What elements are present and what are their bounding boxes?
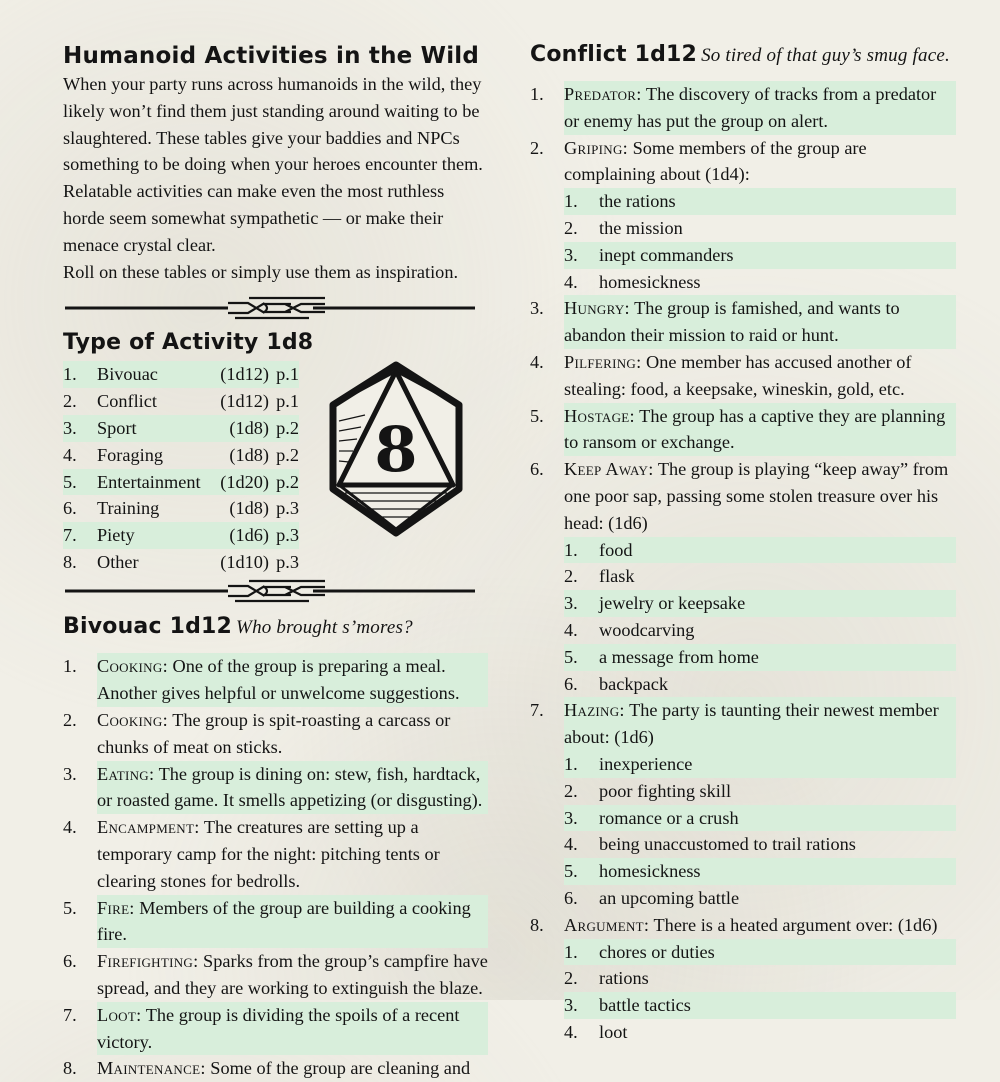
sub-row-body <box>564 992 956 1019</box>
sub-list-item <box>530 965 956 992</box>
entry-text: Members of the group are building a cooking fire. <box>97 897 471 945</box>
die-roll: (1d12) <box>220 364 269 385</box>
list-item <box>530 912 956 939</box>
row-number: 5. <box>530 405 544 426</box>
activity-name: Training <box>97 498 160 519</box>
sub-row-text: backpack <box>599 673 669 694</box>
entry-keyword: Hazing: <box>564 700 625 721</box>
sub-row-body <box>564 831 956 858</box>
sub-list-item <box>530 831 956 858</box>
list-item <box>530 295 956 349</box>
sub-row-number: 2. <box>564 217 578 238</box>
list-item <box>530 456 956 536</box>
activity-row <box>63 495 299 522</box>
page-ref: p.1 <box>276 391 299 412</box>
indent-spacer <box>530 617 564 644</box>
sub-row-number: 6. <box>564 887 578 908</box>
row-body <box>97 814 488 894</box>
sub-row-number: 3. <box>564 995 578 1016</box>
indent-spacer <box>530 858 564 885</box>
entry-text: Some members of the group are complaining about (1d4): <box>564 137 867 185</box>
page-ref: p.3 <box>276 525 299 546</box>
activity-row <box>63 442 299 469</box>
row-body <box>564 912 956 939</box>
sub-row-body <box>564 858 956 885</box>
entry-text: One of the group is preparing a meal. Another gives helpful or unwelcome suggestions. <box>97 656 460 704</box>
indent-spacer <box>530 644 564 671</box>
row-number: 7. <box>63 1004 77 1025</box>
sub-row-number: 3. <box>564 807 578 828</box>
indent-spacer <box>530 885 564 912</box>
die-roll: (1d12) <box>220 391 269 412</box>
sub-row-text: the rations <box>599 191 676 212</box>
ornamental-divider <box>63 292 488 322</box>
page-ref: p.3 <box>276 551 299 572</box>
sub-row-body <box>564 805 956 832</box>
indent-spacer <box>530 269 564 296</box>
row-number: 8. <box>63 1058 77 1079</box>
sub-row-text: woodcarving <box>599 619 695 640</box>
intro-text <box>63 71 488 285</box>
list-item <box>530 403 956 457</box>
activity-row <box>63 388 299 415</box>
left-column <box>63 0 488 1082</box>
entry-keyword: Cooking: <box>97 656 168 677</box>
sub-row-text: rations <box>599 968 649 989</box>
sub-row-body <box>564 242 956 269</box>
row-body <box>564 295 956 349</box>
sub-list-item <box>530 1019 956 1046</box>
die-roll: (1d8) <box>229 498 269 519</box>
sub-list-item <box>530 778 956 805</box>
sub-row-text: food <box>599 539 633 560</box>
row-number: 1. <box>63 364 77 385</box>
sub-row-number: 4. <box>564 1021 578 1042</box>
activity-table-title: Type of Activity 1d8 <box>63 330 314 356</box>
list-item <box>63 761 488 815</box>
row-body <box>564 697 956 751</box>
intro-paragraph: When your party runs across humanoids in the wild, they likely won’t find them just standing around waiting to be slaughtered. These tables give your baddies and NPCs something to be doing when your heroes encounter them. Relatable activities can make even the most ruthless horde seem somewhat sympathetic — or make their menace crystal clear. <box>63 74 483 255</box>
row-body <box>97 1002 488 1056</box>
die-roll: (1d20) <box>220 471 269 492</box>
row-body <box>564 349 956 403</box>
entry-text: The group is famished, and wants to abandon their mission to raid or hunt. <box>564 298 900 346</box>
sub-row-number: 5. <box>564 861 578 882</box>
row-number: 2. <box>530 137 544 158</box>
entry-text: The group is spit-roasting a carcass or chunks of meat on sticks. <box>97 709 451 757</box>
entry-keyword: Pilfering: <box>564 351 642 372</box>
die-roll: (1d10) <box>220 551 269 572</box>
bivouac-table <box>63 653 488 1082</box>
entry-keyword: Predator: <box>564 84 642 104</box>
sub-row-text: chores or duties <box>599 941 715 962</box>
row-body <box>97 895 488 949</box>
sub-row-text: being unaccustomed to trail rations <box>599 834 856 855</box>
die-roll: (1d6) <box>229 525 269 546</box>
indent-spacer <box>530 751 564 778</box>
sub-list-item <box>530 617 956 644</box>
sub-row-body <box>564 537 956 564</box>
entry-keyword: Maintenance: <box>97 1058 206 1079</box>
row-body <box>97 1055 488 1082</box>
entry-text: The group is dividing the spoils of a recent victory. <box>97 1004 460 1052</box>
die-roll: (1d8) <box>229 444 269 465</box>
sub-row-number: 2. <box>564 566 578 587</box>
sub-row-text: flask <box>599 566 635 587</box>
sub-list-item <box>530 939 956 966</box>
activity-name: Foraging <box>97 444 164 465</box>
row-number: 2. <box>63 709 77 730</box>
indent-spacer <box>530 965 564 992</box>
activity-name: Entertainment <box>97 471 201 492</box>
entry-text: Some of the group are cleaning and <box>205 1058 471 1079</box>
sub-list-item <box>530 188 956 215</box>
entry-keyword: Eating: <box>97 763 155 784</box>
sub-list-item <box>530 269 956 296</box>
indent-spacer <box>530 590 564 617</box>
sub-row-number: 1. <box>564 539 578 560</box>
entry-keyword: Fire: <box>97 897 135 918</box>
d8-die-icon <box>325 361 467 537</box>
sub-row-text: battle tactics <box>599 995 691 1016</box>
indent-spacer <box>530 939 564 966</box>
row-number: 5. <box>63 471 77 492</box>
entry-keyword: Hungry: <box>564 298 630 319</box>
sub-list-item <box>530 563 956 590</box>
sub-list-item <box>530 590 956 617</box>
activity-table <box>63 361 299 575</box>
sub-row-body <box>564 590 956 617</box>
list-item <box>63 895 488 949</box>
list-item <box>530 697 956 751</box>
activity-name: Sport <box>97 417 137 438</box>
sub-row-number: 4. <box>564 619 578 640</box>
sub-row-number: 6. <box>564 673 578 694</box>
sub-row-number: 4. <box>564 271 578 292</box>
list-item <box>63 814 488 894</box>
bivouac-subtitle: Who brought s’mores? <box>236 617 413 639</box>
sub-row-number: 3. <box>564 244 578 265</box>
sub-row-body <box>564 644 956 671</box>
list-item <box>63 1055 488 1082</box>
sub-list-item <box>530 537 956 564</box>
entry-text: The group has a captive they are planning to ransom or exchange. <box>564 405 946 453</box>
indent-spacer <box>530 831 564 858</box>
indent-spacer <box>530 1019 564 1046</box>
row-body <box>564 456 956 536</box>
sub-list-item <box>530 215 956 242</box>
activity-row <box>63 522 299 549</box>
entry-text: The group is playing “keep away” from one poor sap, passing some stolen treasure over his head: (1d6) <box>564 459 949 533</box>
sub-row-body <box>564 617 956 644</box>
ornamental-divider <box>63 575 488 605</box>
sub-list-item <box>530 805 956 832</box>
entry-text: Sparks from the group’s campfire have spread, and they are working to extinguish the blaze. <box>97 951 488 998</box>
row-number: 1. <box>63 656 77 677</box>
activity-name: Conflict <box>97 391 157 412</box>
page-ref: p.2 <box>276 471 299 492</box>
page-ref: p.3 <box>276 498 299 519</box>
sub-list-item <box>530 671 956 698</box>
sub-row-text: an upcoming battle <box>599 887 740 908</box>
sub-row-text: poor fighting skill <box>599 780 732 801</box>
sub-list-item <box>530 242 956 269</box>
conflict-subtitle: So tired of that guy’s smug face. <box>701 45 950 66</box>
row-number: 8. <box>530 914 544 935</box>
sub-row-number: 3. <box>564 593 578 614</box>
sub-row-number: 1. <box>564 941 578 962</box>
row-number: 7. <box>530 700 544 721</box>
list-item <box>63 948 488 1002</box>
sub-row-body <box>564 965 956 992</box>
indent-spacer <box>530 242 564 269</box>
sub-row-body <box>564 778 956 805</box>
entry-keyword: Argument: <box>564 914 650 935</box>
right-column <box>530 0 956 1046</box>
sub-row-body <box>564 215 956 242</box>
entry-text: The party is taunting their newest member about: (1d6) <box>564 700 939 748</box>
sub-row-number: 1. <box>564 191 578 212</box>
sub-list-item <box>530 885 956 912</box>
bivouac-title <box>63 612 488 643</box>
sub-row-body <box>564 188 956 215</box>
row-body <box>97 653 488 707</box>
sub-row-text: homesickness <box>599 271 701 292</box>
row-number: 8. <box>63 551 77 572</box>
sub-list-item <box>530 644 956 671</box>
indent-spacer <box>530 992 564 1019</box>
row-number: 5. <box>63 897 77 918</box>
activity-row <box>63 549 299 576</box>
sub-row-text: a message from home <box>599 646 759 667</box>
entry-text: The group is dining on: stew, fish, hardtack, or roasted game. It smells appetizing (or disgusting). <box>97 763 483 811</box>
row-number: 1. <box>530 84 544 104</box>
indent-spacer <box>530 188 564 215</box>
sub-row-text: inept commanders <box>599 244 734 265</box>
entry-text: One member has accused another of stealing: food, a keepsake, wineskin, gold, etc. <box>564 351 912 399</box>
sub-row-number: 1. <box>564 753 578 774</box>
conflict-title-text: Conflict 1d12 <box>530 42 698 67</box>
list-item <box>63 707 488 761</box>
sub-row-body <box>564 671 956 698</box>
activity-name: Other <box>97 551 139 572</box>
row-number: 4. <box>63 817 77 838</box>
page-ref: p.2 <box>276 417 299 438</box>
entry-text: The creatures are setting up a temporary camp for the night: pitching tents or clearing stones for bedrolls. <box>97 817 440 891</box>
row-number: 4. <box>63 444 77 465</box>
sub-row-body <box>564 885 956 912</box>
indent-spacer <box>530 805 564 832</box>
sub-row-body <box>564 939 956 966</box>
sub-row-text: jewelry or keepsake <box>599 593 746 614</box>
row-body <box>97 761 488 815</box>
activity-row <box>63 361 299 388</box>
sub-row-number: 2. <box>564 780 578 801</box>
conflict-title <box>530 40 956 71</box>
activity-row <box>63 469 299 496</box>
sub-row-body <box>564 563 956 590</box>
row-body <box>564 81 956 135</box>
indent-spacer <box>530 215 564 242</box>
indent-spacer <box>530 778 564 805</box>
page-ref: p.1 <box>276 364 299 385</box>
sub-list-item <box>530 751 956 778</box>
sub-row-body <box>564 1019 956 1046</box>
sub-row-number: 4. <box>564 834 578 855</box>
sub-row-number: 5. <box>564 646 578 667</box>
row-number: 6. <box>63 951 77 972</box>
list-item <box>530 349 956 403</box>
entry-text: There is a heated argument over: (1d6) <box>649 914 938 935</box>
list-item <box>63 1002 488 1056</box>
entry-keyword: Loot: <box>97 1004 142 1025</box>
row-number: 3. <box>530 298 544 319</box>
indent-spacer <box>530 537 564 564</box>
row-number: 6. <box>63 498 77 519</box>
die-face-number: 8 <box>374 413 418 487</box>
row-body <box>97 948 488 1002</box>
entry-keyword: Hostage: <box>564 405 635 426</box>
page-title: Humanoid Activities in the Wild <box>63 43 480 69</box>
sub-row-body <box>564 751 956 778</box>
conflict-table <box>530 81 956 1046</box>
entry-keyword: Griping: <box>564 137 629 158</box>
sub-row-text: homesickness <box>599 861 701 882</box>
entry-keyword: Firefighting: <box>97 951 199 972</box>
sub-row-text: the mission <box>599 217 683 238</box>
entry-keyword: Cooking: <box>97 709 168 730</box>
indent-spacer <box>530 671 564 698</box>
sub-row-text: inexperience <box>599 753 693 774</box>
row-number: 2. <box>63 391 77 412</box>
intro-paragraph: Roll on these tables or simply use them as inspiration. <box>63 261 459 282</box>
sub-row-body <box>564 269 956 296</box>
activity-row <box>63 415 299 442</box>
list-item <box>530 81 956 135</box>
entry-keyword: Encampment: <box>97 817 200 838</box>
row-number: 3. <box>63 763 77 784</box>
activity-name: Bivouac <box>97 364 158 385</box>
bivouac-title-text: Bivouac 1d12 <box>63 614 233 640</box>
row-body <box>97 707 488 761</box>
entry-keyword: Keep Away: <box>564 459 654 480</box>
row-number: 6. <box>530 459 544 480</box>
list-item <box>63 653 488 707</box>
row-body <box>564 135 956 189</box>
indent-spacer <box>530 563 564 590</box>
entry-text: The discovery of tracks from a predator or enemy has put the group on alert. <box>564 84 937 131</box>
row-number: 7. <box>63 525 77 546</box>
sub-list-item <box>530 992 956 1019</box>
sub-row-text: loot <box>599 1021 628 1042</box>
row-number: 3. <box>63 417 77 438</box>
sub-row-number: 2. <box>564 968 578 989</box>
row-body <box>564 403 956 457</box>
list-item <box>530 135 956 189</box>
row-number: 4. <box>530 351 544 372</box>
die-roll: (1d8) <box>229 417 269 438</box>
sub-list-item <box>530 858 956 885</box>
page-ref: p.2 <box>276 444 299 465</box>
sub-row-text: romance or a crush <box>599 807 739 828</box>
activity-name: Piety <box>97 525 135 546</box>
